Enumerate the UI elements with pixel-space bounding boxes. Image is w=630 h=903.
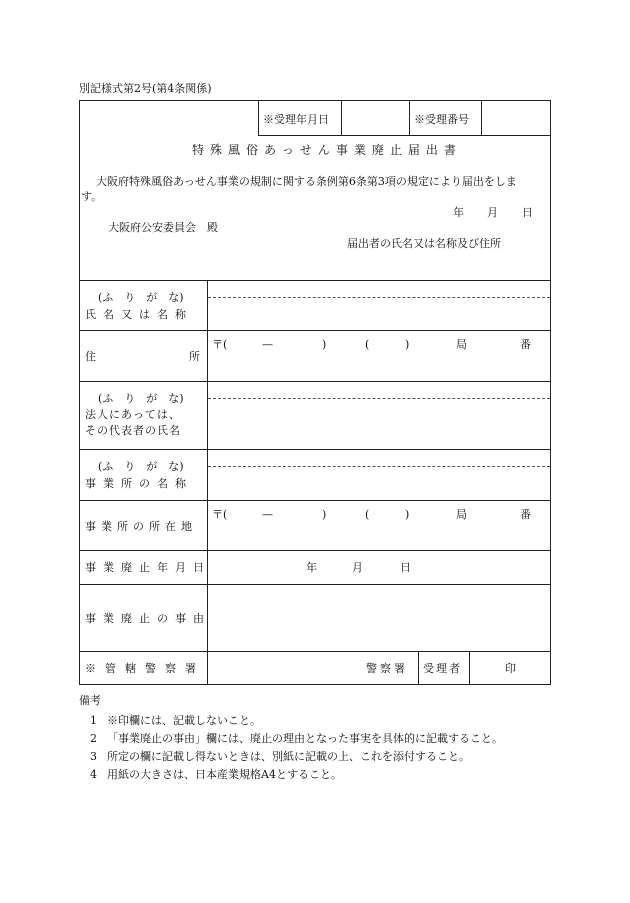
closure-month: 月 [352,561,363,574]
seal-label: 印 [505,662,516,675]
closure-reason-label: 事業廃止の事由 [85,612,211,625]
rep-furigana-field[interactable] [209,383,549,397]
address-tel-open: ( [365,338,370,351]
applicant-note: 届出者の氏名又は名称及び住所 [347,237,501,250]
address-label-2: 所 [189,350,200,363]
address-field[interactable] [209,352,549,380]
divider [418,651,419,685]
note-text: ※印欄には、記載しないこと。 [107,714,261,727]
rep-furigana-label: (ふ り が な) [98,392,184,405]
office-location-label: 事業所の所在地 [85,520,197,533]
row-divider [79,500,551,501]
divider [469,651,470,685]
address-paren: ) [322,338,327,351]
row-divider [79,280,551,281]
furigana-line [208,297,550,298]
office-ban: 番 [520,508,531,521]
note-text: 所定の欄に記載し得ないときは、別紙に記載の上、これを添付すること。 [107,750,470,763]
note-number: 3 [90,750,97,763]
form-title: 特殊風俗あっせん事業廃止届出書 [192,143,462,157]
note-number: 2 [90,732,97,745]
note-text: 用紙の大きさは、日本産業規格A4とすること。 [107,768,342,781]
address-kyoku: 局 [456,338,467,351]
notes-title: 備考 [79,694,101,707]
note-number: 1 [90,714,97,727]
address-postal: 〒( [212,338,228,351]
divider [409,100,410,136]
intro-text: 大阪府特殊風俗あっせん事業の規制に関する条例第6条第3項の規定により届出をしま [96,175,517,188]
address-tel-close: ) [405,338,410,351]
office-name-field[interactable] [209,468,549,499]
receipt-date-label: ※受理年月日 [263,113,329,126]
closure-reason-field[interactable] [209,586,549,650]
address-label-1: 住 [85,350,96,363]
name-furigana-field[interactable] [209,282,549,296]
police-station-field[interactable] [209,653,359,684]
name-label: 氏名又は名称 [85,308,193,321]
form-number-label: 別記様式第2号(第4条関係) [79,82,212,95]
receipt-number-field[interactable] [482,101,550,135]
note-text: 「事業廃止の事由」欄には、廃止の理由となった事実を具体的に記載すること。 [107,732,503,745]
closure-date-label: 事業廃止年月日 [85,561,211,574]
furigana-line [208,398,550,399]
divider [258,100,259,136]
row-divider [79,651,551,652]
addressee: 大阪府公安委員会 殿 [108,221,218,234]
name-field[interactable] [209,299,549,329]
row-divider [79,381,551,382]
office-name-label: 事業所の名称 [85,477,193,490]
name-furigana-label: (ふ り が な) [98,291,184,304]
closure-day: 日 [400,561,411,574]
police-station-label: 警察署 [366,662,408,675]
address-ban: 番 [520,338,531,351]
police-label: ※管轄警察署 [85,662,205,675]
divider [258,135,551,136]
office-location-field[interactable] [209,522,549,549]
receipt-number-label: ※受理番号 [414,113,469,126]
rep-label-line1: 法人にあっては、 [85,408,181,421]
office-tel-open: ( [365,508,370,521]
row-divider [79,550,551,551]
office-dash: — [262,508,273,521]
rep-name-field[interactable] [209,400,549,448]
rep-label-line2: その代表者の氏名 [85,424,181,437]
closure-year: 年 [306,561,317,574]
office-postal: 〒( [212,508,228,521]
row-divider [79,330,551,331]
office-paren: ) [322,508,327,521]
address-dash: — [262,338,273,351]
office-tel-close: ) [405,508,410,521]
date-day: 日 [522,206,533,219]
note-number: 4 [90,768,97,781]
receipt-date-field[interactable] [342,101,408,135]
date-month: 月 [487,206,498,219]
office-furigana-field[interactable] [209,451,549,465]
row-divider [79,449,551,450]
office-kyoku: 局 [456,508,467,521]
receiver-label: 受理者 [423,662,462,675]
office-furigana-label: (ふ り が な) [98,460,184,473]
furigana-line [208,466,550,467]
closure-date-field[interactable] [209,552,549,583]
date-year: 年 [453,206,464,219]
intro-text-cont: す。 [81,190,103,203]
row-divider [79,584,551,585]
